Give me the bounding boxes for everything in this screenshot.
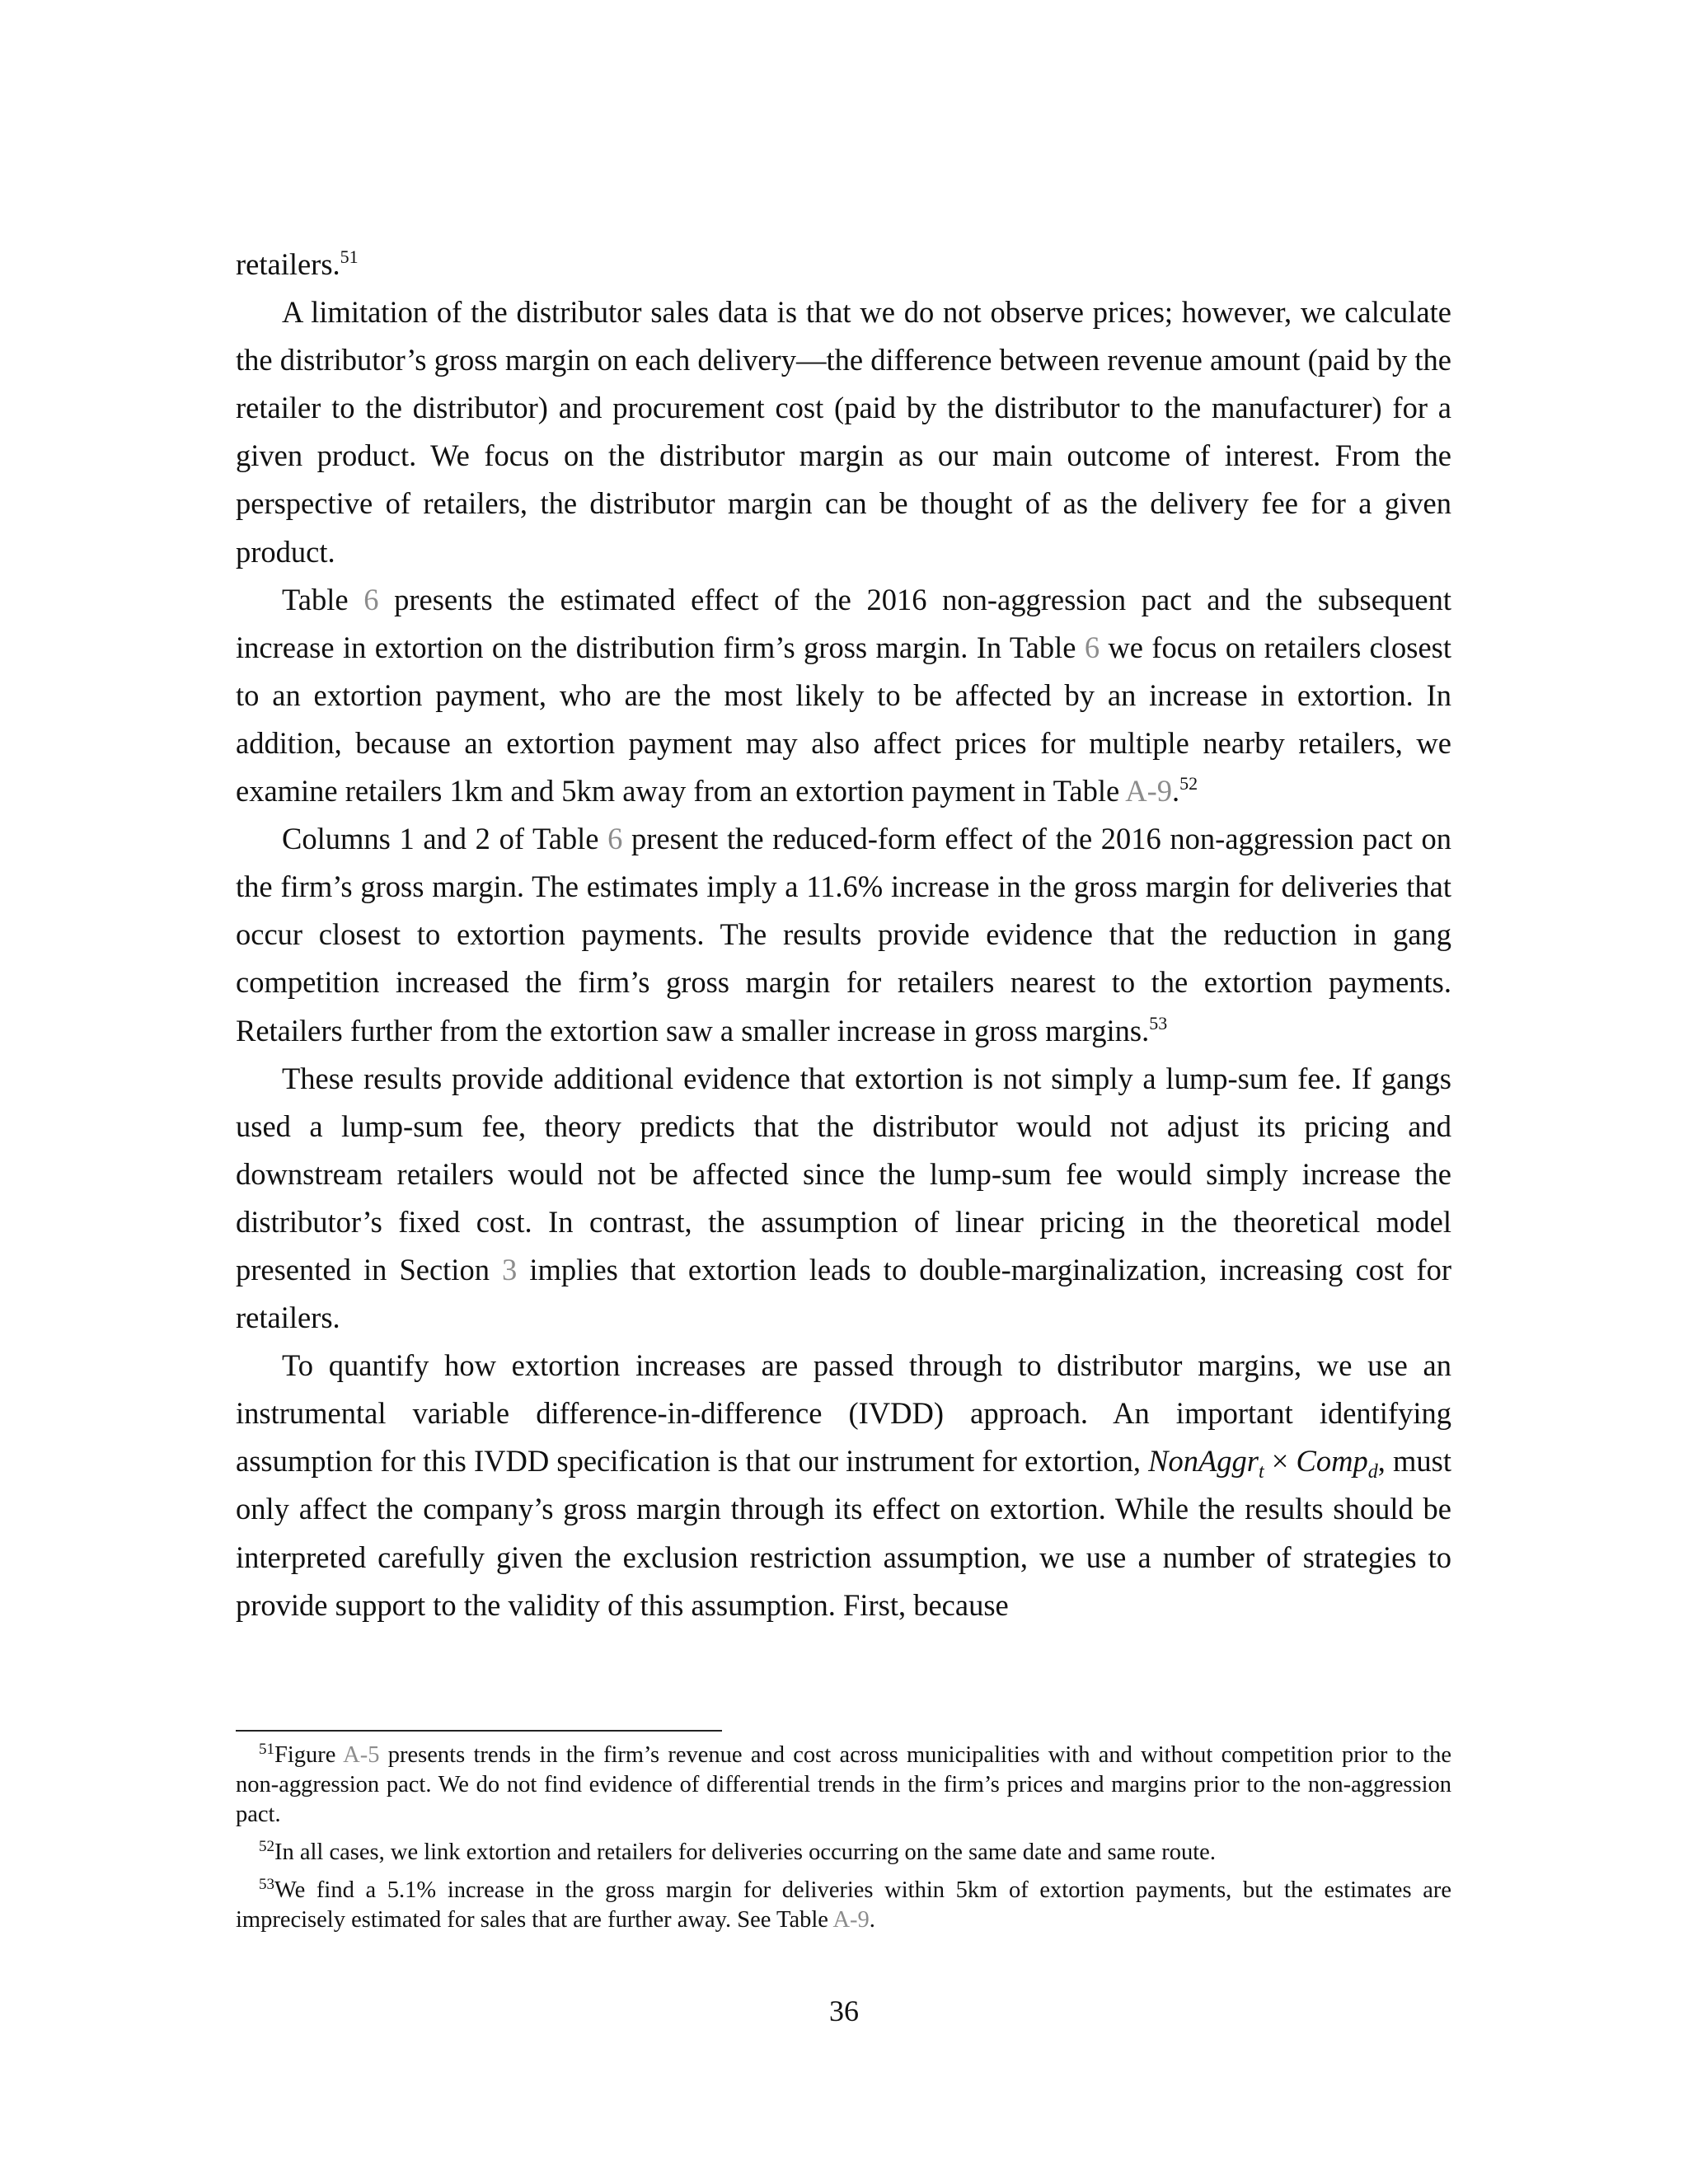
text-run: we focus on retailers closest to an extortion payment, who are the most likely to be affected by an increase in extortion. In addition, because an extortion payment may also affect prices for multiple nearby retailers, we examine retailers 1km and 5km away from an extortion payment in Table <box>236 630 1452 808</box>
text-run: A limitation of the distributor sales data is that we do not observe prices; however, we calculate the distributor’s gross margin on each delivery—the difference between revenue amount (paid by the retailer to the distributor) and procurement cost (paid by the distributor to the manufacturer) for a given product. We focus on the distributor margin as our main outcome of interest. From the perspective of retailers, the distributor margin can be thought of as the delivery fee for a given product. <box>236 295 1451 569</box>
text-run: presents the estimated effect of the 2016 non-aggression pact and the subsequent increase in extortion on the distribution firm’s gross margin. In Table <box>236 582 1452 664</box>
footnote-marker: 52 <box>259 1838 274 1855</box>
page-number: 36 <box>829 1994 859 2027</box>
text-run: present the reduced-form effect of the 2016 non-aggression pact on the firm’s gross margin. The estimates imply a 11.6% increase in the gross margin for deliveries that occur closest to extortion payments. The results provide evidence that the reduction in gang competition increased the firm’s gross margin for retailers nearest to the extortion payments. Retailers further from the extortion saw a smaller increase in gross margins. <box>236 822 1451 1047</box>
text-run: . <box>869 1907 875 1933</box>
footnote-rule <box>236 1730 722 1732</box>
paragraph <box>236 241 1451 288</box>
text-run: Table <box>282 582 364 616</box>
cross-reference-link[interactable]: 6 <box>1084 630 1100 664</box>
math-operator <box>1264 1444 1296 1478</box>
math-symbol: NonAggr <box>1148 1444 1259 1479</box>
text-run: retailers. <box>236 247 340 281</box>
footnote-marker: 53 <box>1149 1012 1168 1033</box>
text-run: implies that extortion leads to double-marginalization, increasing cost for retailers. <box>236 1252 1451 1335</box>
cross-reference-link[interactable]: A-9 <box>1125 774 1173 808</box>
body-text <box>236 241 1451 1629</box>
math-subscript: t <box>1258 1461 1264 1483</box>
text-run: We find a 5.1% increase in the gross margin for deliveries within 5km of extortion payments, but the estimates are imprecisely estimated for sales that are further away. See Table <box>236 1877 1451 1933</box>
footnote-marker: 51 <box>340 246 359 267</box>
text-run: To quantify how extortion increases are passed through to distributor margins, we use an instrumental variable difference-in-difference (IVDD) approach. An important identifying assumption for this IVDD specification is that our instrument for extortion, <box>236 1348 1451 1479</box>
footnote-marker: 52 <box>1179 773 1198 794</box>
times-operator: × <box>1264 1444 1296 1479</box>
text-run: In all cases, we link extortion and retailers for deliveries occurring on the same date and same route. <box>274 1840 1216 1865</box>
text-run: Figure <box>274 1742 344 1768</box>
text-run: presents trends in the firm’s revenue and cost across municipalities with and without competition prior to the non-aggression pact. We do not find evidence of differential trends in the firm’s prices and margins prior to the non-aggression pact. <box>236 1742 1451 1827</box>
paragraph <box>236 576 1451 815</box>
footnote <box>236 1741 1451 1830</box>
footnote-marker: 51 <box>259 1741 274 1758</box>
cross-reference-link[interactable]: 3 <box>502 1252 518 1286</box>
math-variable <box>1296 1444 1378 1483</box>
paragraph <box>236 815 1451 1054</box>
text-run: Columns 1 and 2 of Table <box>282 822 608 856</box>
footnote <box>236 1838 1451 1868</box>
paragraph <box>236 1342 1451 1629</box>
footnote-marker: 53 <box>259 1876 274 1893</box>
text-run: These results provide additional evidence that extortion is not simply a lump-sum fee. If gangs used a lump-sum fee, theory predicts that the distributor would not adjust its pricing and downstream retailers would not be affected since the lump-sum fee would simply increase the distributor’s fixed cost. In contrast, the assumption of linear pricing in the theoretical model presented in Section <box>236 1061 1451 1286</box>
text-run: , must only affect the company’s gross margin through its effect on extortion. While the results should be interpreted carefully given the exclusion restriction assumption, we use a number of strategies to provide support to the validity of this assumption. First, because <box>236 1444 1451 1622</box>
cross-reference-link[interactable]: 6 <box>363 582 379 616</box>
text-run: . <box>1172 774 1180 808</box>
math-subscript: d <box>1367 1461 1378 1483</box>
footnote <box>236 1876 1451 1935</box>
cross-reference-link[interactable]: A-5 <box>343 1742 380 1768</box>
paragraph <box>236 1055 1451 1343</box>
footnotes <box>236 1741 1451 1943</box>
paragraph <box>236 288 1451 576</box>
math-symbol: Comp <box>1296 1444 1368 1479</box>
math-variable <box>1148 1444 1264 1483</box>
cross-reference-link[interactable]: 6 <box>607 822 623 856</box>
cross-reference-link[interactable]: A-9 <box>832 1907 870 1933</box>
